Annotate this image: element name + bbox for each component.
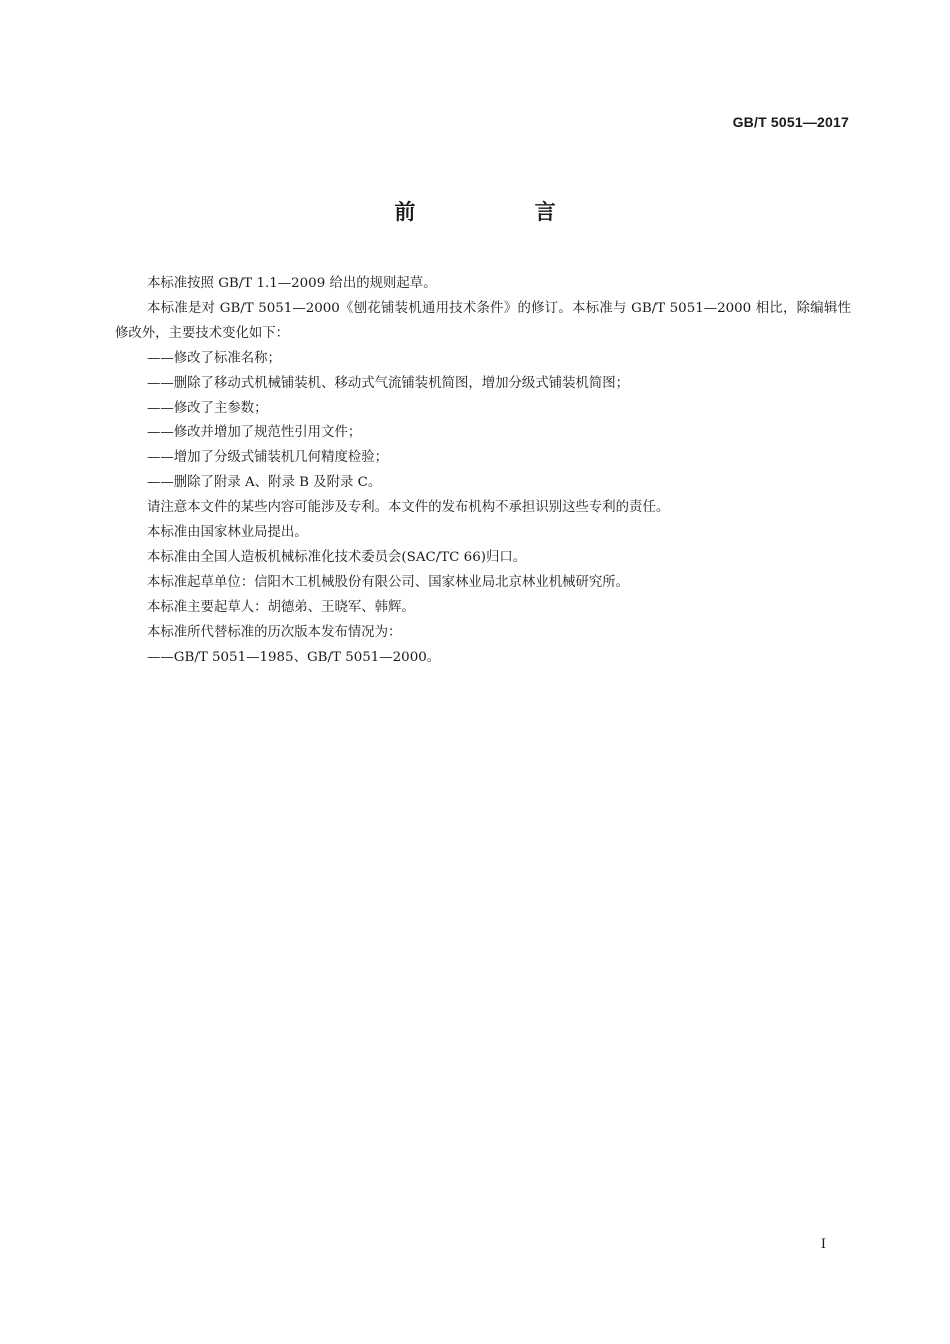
paragraph-history-intro: 本标准所代替标准的历次版本发布情况为：: [147, 624, 402, 640]
paragraph-drafters: 本标准主要起草人：胡德弟、王晓军、韩辉。: [147, 599, 415, 615]
paragraph-drafting-units: 本标准起草单位：信阳木工机械股份有限公司、国家林业局北京林业机械研究所。: [147, 574, 630, 590]
paragraph-drafting-rules: 本标准按照 GB/T 1.1—2009 给出的规则起草。: [147, 276, 437, 291]
paragraph-committee: 本标准由全国人造板机械标准化技术委员会(SAC/TC 66)归口。: [147, 549, 527, 565]
change-item: ——修改了主参数；: [147, 400, 268, 416]
paragraph-patent-notice: 请注意本文件的某些内容可能涉及专利。本文件的发布机构不承担识别这些专利的责任。: [147, 500, 670, 516]
standard-code: GB/T 5051—2017: [732, 114, 849, 130]
change-item: ——增加了分级式铺装机几何精度检验；: [147, 450, 389, 466]
page-title: 前 言: [394, 200, 612, 224]
change-item: ——修改了标准名称；: [147, 350, 281, 366]
change-item: ——删除了附录 A、附录 B 及附录 C。: [147, 475, 382, 491]
change-item: ——删除了移动式机械铺装机、移动式气流铺装机简图，增加分级式铺装机简图；: [147, 375, 630, 391]
paragraph-proposer: 本标准由国家林业局提出。: [147, 525, 308, 541]
paragraph-revision-intro: 本标准是对 GB/T 5051—2000《刨花铺装机通用技术条件》的修订。本标准与 GB/T 5051—2000 相比，除编辑性修改外，主要技术变化如下：: [115, 300, 851, 341]
foreword-body: [115, 272, 851, 671]
change-item: ——修改并增加了规范性引用文件；: [147, 425, 362, 441]
page-number: I: [820, 1237, 826, 1252]
history-item: ——GB/T 5051—1985、GB/T 5051—2000。: [147, 649, 441, 665]
